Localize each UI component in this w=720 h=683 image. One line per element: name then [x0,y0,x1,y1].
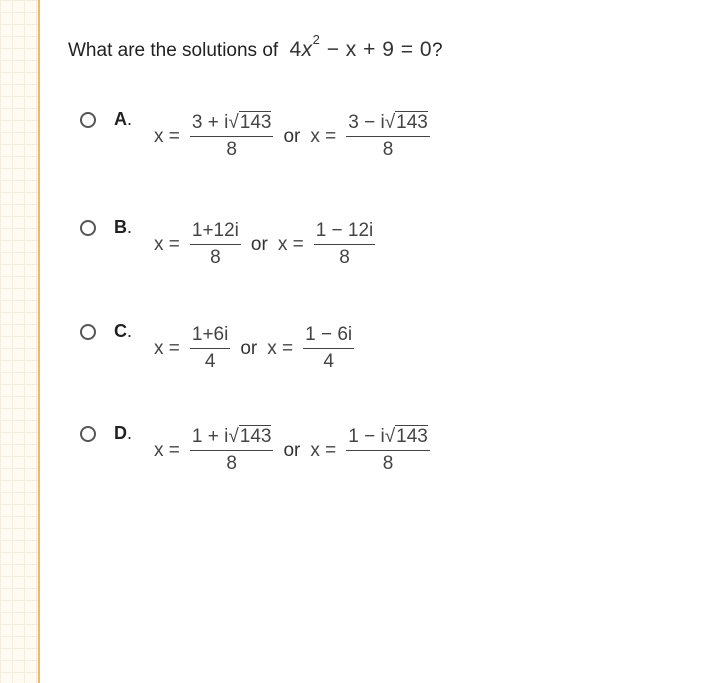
margin-grid [0,0,38,683]
option-d[interactable] [80,423,600,506]
lhs-label: x = [310,125,337,147]
or-label: or [283,125,301,147]
option-c[interactable] [80,321,600,404]
equation-coefficient: 4 [289,38,302,61]
lhs-label: x = [154,125,180,147]
numerator: 1+6i [190,324,230,349]
fraction [346,112,430,161]
fraction [346,426,430,475]
fraction [190,112,274,161]
question-mark: ? [432,40,443,61]
denominator: 4 [204,351,216,372]
margin-rule [38,0,40,683]
fraction [303,324,354,373]
denominator: 8 [226,453,237,474]
answer-expression [154,324,354,373]
fraction [314,220,376,269]
lhs-label: x = [154,439,180,461]
numerator: 3 + i√143 [190,112,274,137]
equation-variable: x [301,38,313,61]
answer-expression [154,112,430,161]
option-letter: D. [114,423,133,443]
denominator: 8 [226,139,237,160]
denominator: 4 [323,351,334,372]
radio-button[interactable] [80,426,96,442]
or-label: or [283,439,301,461]
lhs-label: x = [277,233,304,255]
denominator: 8 [382,139,394,160]
numerator: 3 − i√143 [346,112,430,137]
option-b[interactable] [80,217,600,300]
lhs-label: x = [267,337,294,359]
denominator: 8 [210,247,221,268]
option-a[interactable] [80,109,600,192]
radio-button[interactable] [80,112,96,128]
fraction [190,426,274,475]
radio-button[interactable] [80,220,96,236]
lhs-label: x = [154,233,180,255]
option-letter: B. [114,217,133,237]
numerator: 1 − 12i [314,220,376,245]
or-label: or [250,233,268,255]
denominator: 8 [382,453,394,474]
question-equation [289,32,433,61]
equation-rest: − x + 9 = 0 [320,38,433,61]
lhs-label: x = [154,337,180,359]
lhs-label: x = [310,439,337,461]
question-prefix: What are the solutions of [68,40,279,61]
numerator: 1 − i√143 [346,426,430,451]
radio-button[interactable] [80,324,96,340]
or-label: or [240,337,258,359]
denominator: 8 [339,247,350,268]
option-letter: A. [114,109,133,129]
numerator: 1+12i [190,220,241,245]
answer-expression [154,220,375,269]
option-letter: C. [114,321,133,341]
numerator: 1 + i√143 [190,426,274,451]
answer-expression [154,426,430,475]
equation-exponent: 2 [312,32,321,47]
fraction [190,220,241,269]
question-text [68,32,443,62]
fraction [190,324,230,373]
numerator: 1 − 6i [303,324,354,349]
